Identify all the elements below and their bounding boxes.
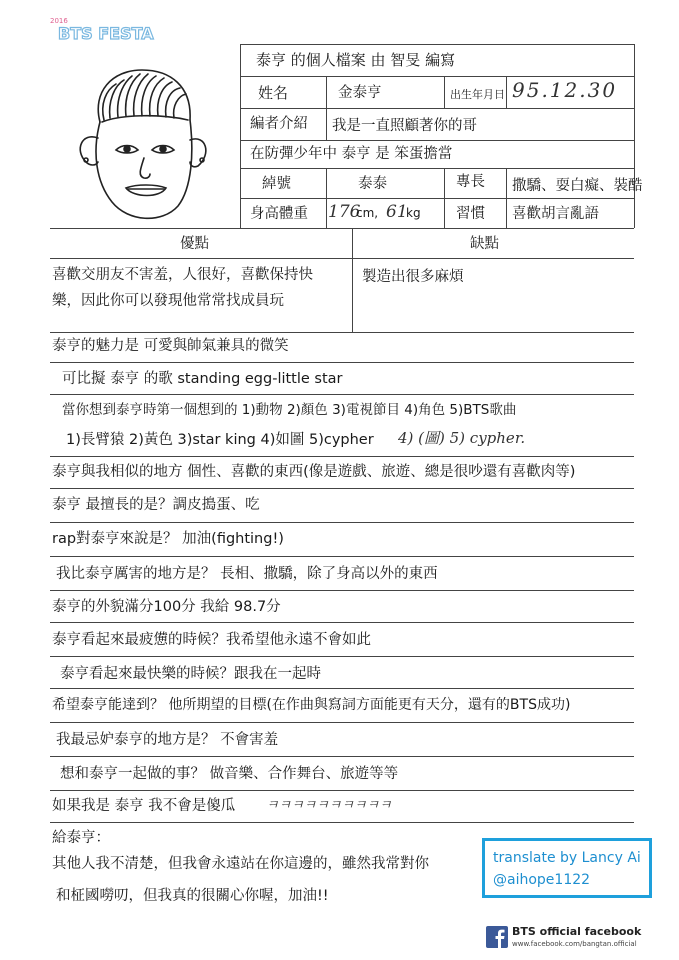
birth-label: 出生年月日	[450, 88, 505, 101]
body-height: 176	[328, 202, 361, 222]
logo-year: 2016	[50, 17, 68, 25]
qa-first-think: 當你想到泰亨時第一個想到的 1)動物 2)顏色 3)電視節目 4)角色 5)BTS歌曲	[62, 402, 517, 418]
intro-label: 編者介紹	[250, 116, 308, 132]
qa-jealous: 我最忌妒泰亨的地方是？ 不會害羞	[56, 732, 279, 748]
facebook-icon	[486, 926, 508, 948]
nickname-value: 泰泰	[358, 176, 387, 192]
profile-title: 泰亨 的個人檔案 由 智旻 編寫	[256, 51, 456, 69]
habit-value: 喜歡胡言亂語	[512, 206, 599, 222]
birth-value: 95.12.30	[512, 78, 618, 102]
qa-happy: 泰亨看起來最快樂的時候？跟我在一起時	[60, 666, 321, 682]
body-weight-unit: kg	[406, 206, 421, 220]
qa-tired: 泰亨看起來最疲憊的時候？我希望他永遠不會如此	[52, 632, 371, 648]
qa-best-at: 泰亨 最擅長的是？調皮搗蛋、吃	[52, 497, 260, 513]
qa-laugh: ㅋㅋㅋㅋㅋㅋㅋㅋㅋㅋ	[266, 798, 392, 813]
qa-do-together: 想和泰亨一起做的事？ 做音樂、合作舞台、旅遊等等	[60, 766, 399, 782]
qa-if-i-were: 如果我是 泰亨 我不會是傻瓜	[52, 798, 236, 814]
habit-label: 習慣	[456, 206, 485, 222]
intro-value: 我是一直照顧著你的哥	[332, 118, 477, 134]
credit-line-2: @aihope1122	[493, 872, 591, 888]
cons-header: 缺點	[470, 236, 499, 252]
qa-song: 可比擬 泰亨 的歌 standing egg-little star	[62, 371, 343, 387]
body-height-unit: cm,	[356, 206, 379, 220]
nickname-label: 綽號	[262, 176, 291, 192]
qa-looks-score: 泰亨的外貌滿分100分 我給 98.7分	[52, 599, 281, 615]
credit-line-1: translate by Lancy Ai	[493, 850, 641, 866]
bts-festa-logo	[48, 14, 160, 48]
role-text: 在防彈少年中 泰亨 是 笨蛋擔當	[250, 146, 453, 162]
logo-text: BTS FESTA	[58, 24, 154, 43]
pros-line-1: 喜歡交朋友不害羞，人很好，喜歡保持快	[52, 267, 313, 283]
letter-line-2: 和柾國嘮叨，但我真的很關心你喔，加油!!	[56, 888, 329, 904]
body-weight: 61	[386, 202, 408, 222]
qa-rap: rap對泰亨來說是？ 加油(fighting!)	[52, 531, 284, 547]
portrait-drawing	[52, 62, 222, 242]
name-label: 姓名	[258, 84, 289, 102]
name-value: 金泰亨	[338, 85, 382, 101]
body-label: 身高體重	[250, 206, 308, 222]
qa-similar: 泰亨與我相似的地方 個性、喜歡的東西(像是遊戲、旅遊、總是很吵還有喜歡肉等)	[52, 464, 576, 480]
qa-handwritten-note: 4) (圖) 5) cypher.	[398, 429, 526, 447]
cons-text: 製造出很多麻煩	[362, 269, 464, 285]
pros-line-2: 樂，因此你可以發現他常常找成員玩	[52, 293, 284, 309]
translator-credit	[482, 838, 652, 898]
letter-line-1: 其他人我不清楚，但我會永遠站在你這邊的，雖然我常對你	[52, 856, 429, 872]
pros-header: 優點	[180, 236, 209, 252]
qa-better-than: 我比泰亨厲害的地方是？ 長相、撒驕，除了身高以外的東西	[56, 566, 438, 582]
qa-first-think-answer: 1)長臂猿 2)黃色 3)star king 4)如圖 5)cypher	[66, 432, 374, 448]
footer-brand: BTS official facebook	[512, 925, 642, 938]
skill-value: 撒驕、耍白癡、裝酷	[512, 178, 643, 194]
letter-heading: 給泰亨：	[52, 830, 110, 846]
qa-wish: 希望泰亨能達到？ 他所期望的目標(在作曲與寫詞方面能更有天分，還有的BTS成功)	[52, 697, 571, 713]
qa-charm: 泰亨的魅力是 可愛與帥氣兼具的微笑	[52, 338, 289, 354]
facebook-badge	[486, 924, 672, 954]
skill-label: 專長	[456, 174, 485, 190]
footer-url: www.facebook.com/bangtan.official	[512, 940, 637, 948]
